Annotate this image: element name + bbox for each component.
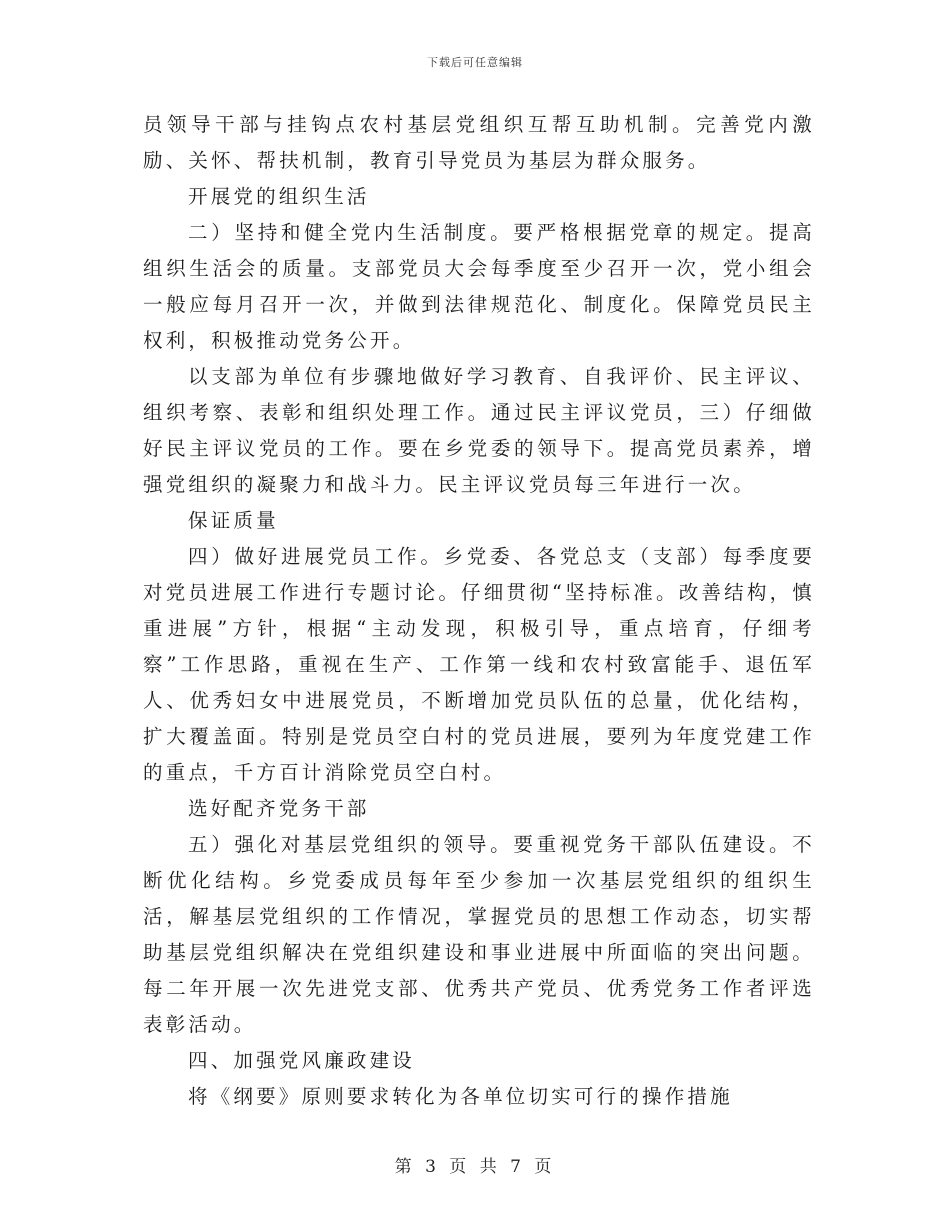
paragraph-2: 二）坚持和健全党内生活制度。要严格根据党章的规定。提高组织生活会的质量。支部党员大会每季度至少召开一次，党小组会一般应每月召开一次，并做到法律规范化、制度化。保障党员民主权利，积极推动党务公开。 (143, 221, 815, 352)
paragraph-4: 四）做好进展党员工作。乡党委、各党总支（支部）每季度要对党员进展工作进行专题讨论。仔细贯彻“坚持标准。改善结构，慎重进展”方针，根据“主动发现，积极引导，重点培育，仔细考察”工作思路，重视在生产、工作第一线和农村致富能手、退伍军人、优秀妇女中进展党员，不断增加党员队伍的总量，优化结构，扩大覆盖面。特别是党员空白村的党员进展，要列为年度党建工作的重点，千方百计消除党员空白村。 (143, 545, 815, 784)
section-heading-quality: 保证质量 (188, 509, 279, 532)
paragraph-3: 以支部为单位有步骤地做好学习教育、自我评价、民主评议、组织考察、表彰和组织处理工作。通过民主评议党员，三）仔细做好民主评议党员的工作。要在乡党委的领导下。提高党员素养，增强党组织的凝聚力和战斗力。民主评议党员每三年进行一次。 (143, 365, 815, 496)
paragraph-1: 员领导干部与挂钩点农村基层党组织互帮互助机制。完善党内激励、关怀、帮扶机制，教育引导党员为基层为群众服务。 (143, 113, 815, 172)
page-footer: 第 3 页 共 7 页 (394, 1157, 556, 1177)
section-heading-organization-life: 开展党的组织生活 (188, 185, 370, 208)
document-body (143, 107, 815, 1115)
paragraph-5: 五）强化对基层党组织的领导。要重视党务干部队伍建设。不断优化结构。乡党委成员每年至少参加一次基层党组织的组织生活，解基层党组织的工作情况，掌握党员的思想工作动态，切实帮助基层党组织解决在党组织建设和事业进展中所面临的突出问题。每二年开展一次先进党支部、优秀共产党员、优秀党务工作者评选表彰活动。 (143, 833, 815, 1036)
section-heading-cadres: 选好配齐党务干部 (188, 797, 370, 820)
paragraph-6: 将《纲要》原则要求转化为各单位切实可行的操作措施 (188, 1085, 733, 1108)
section-heading-integrity: 四、加强党风廉政建设 (188, 1049, 416, 1072)
page-header: 下载后可任意编辑 (427, 56, 523, 69)
